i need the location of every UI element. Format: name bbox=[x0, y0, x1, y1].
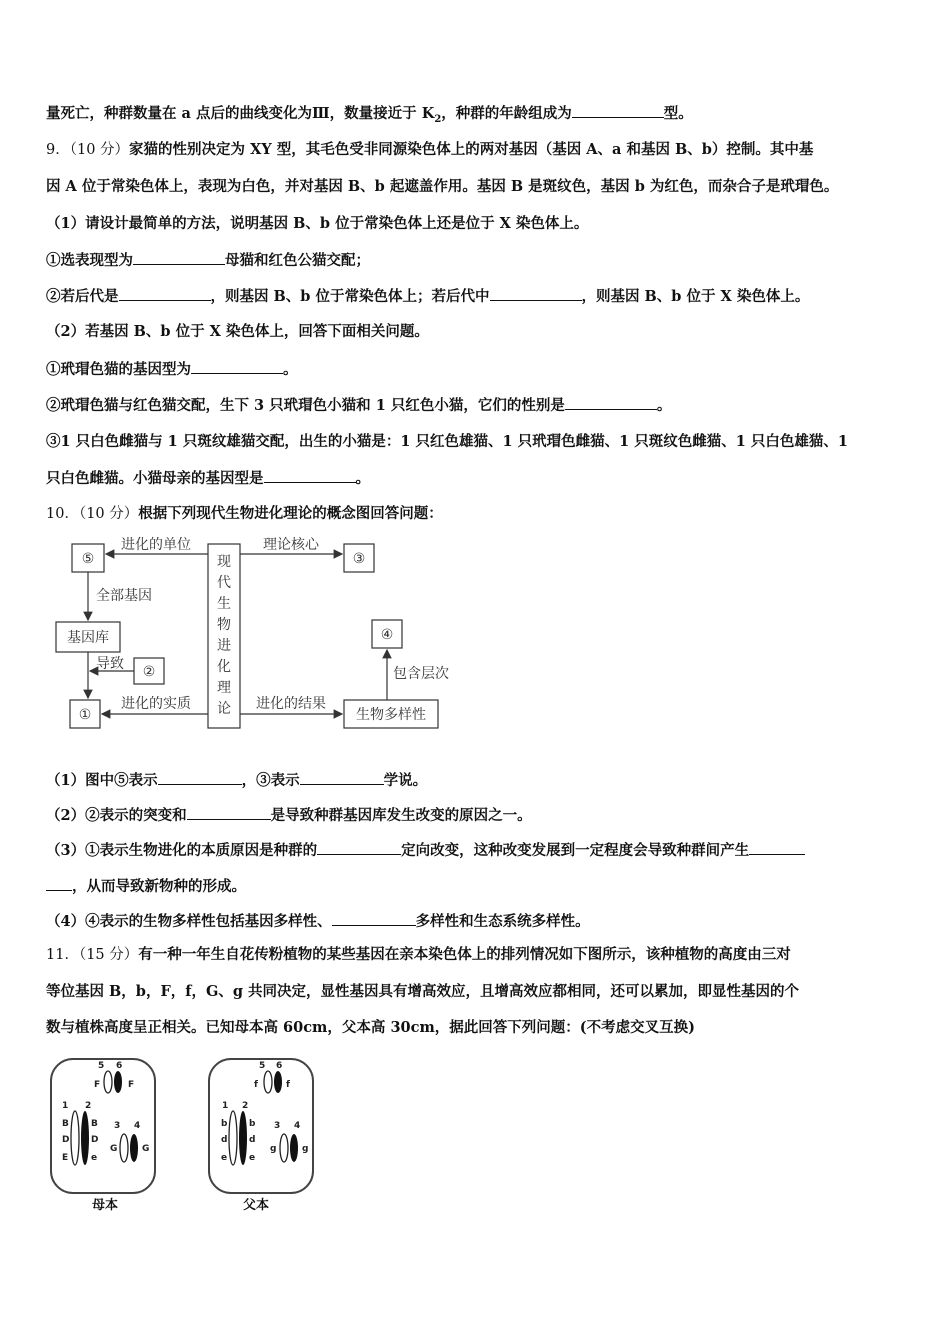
center-char: 理 bbox=[217, 680, 231, 696]
mother-chromosome-figure bbox=[48, 1056, 160, 1212]
gene-label: d bbox=[221, 1135, 228, 1145]
chromosome-number: 1 bbox=[62, 1101, 69, 1111]
gene-pool-label: 基因库 bbox=[67, 630, 109, 646]
text-line: 等位基因 B，b，F，f，G、g 共同决定，显性基因具有增高效应，且增高效应都相同，还可以累加，即显性基因的个 bbox=[46, 983, 800, 1000]
answer-blank[interactable] bbox=[565, 395, 657, 410]
box-5-label: ⑤ bbox=[81, 551, 95, 567]
gene-label: b bbox=[221, 1119, 228, 1129]
text-line: 量死亡，种群数量在 a 点后的曲线变化为Ⅲ，数量接近于 $K_2$，种群的年龄组成为 型。 bbox=[46, 105, 693, 125]
gene-label: F bbox=[94, 1080, 101, 1090]
text-line: （1）图中⑤表示 ，③表示 学说。 bbox=[46, 772, 428, 789]
box-1-label: ① bbox=[78, 707, 92, 723]
gene-label: g bbox=[302, 1144, 309, 1154]
gene-label: G bbox=[110, 1144, 118, 1154]
answer-blank[interactable] bbox=[133, 250, 225, 265]
question-11-heading: 11．（15 分）有一种一年生自花传粉植物的某些基因在亲本染色体上的排列情况如下图所示，该种植物的高度由三对 bbox=[46, 946, 791, 963]
gene-label: e bbox=[91, 1153, 98, 1163]
center-char: 物 bbox=[217, 617, 231, 633]
chromosome-number: 2 bbox=[85, 1101, 92, 1111]
answer-blank[interactable] bbox=[300, 770, 384, 785]
answer-blank[interactable] bbox=[332, 911, 416, 926]
core-label: 理论核心 bbox=[263, 537, 319, 553]
gene-label: B bbox=[62, 1119, 69, 1129]
unit-label: 进化的单位 bbox=[121, 537, 191, 553]
gene-label: e bbox=[221, 1153, 228, 1163]
concept-diagram bbox=[52, 534, 472, 740]
chromosome-number: 4 bbox=[134, 1121, 141, 1131]
text-line: ③1 只白色雌猫与 1 只斑纹雄猫交配，出生的小猫是：1 只红色雄猫、1 只玳瑁色雌猫、1 只斑纹色雌猫、1 只白色雄猫、1 bbox=[46, 433, 848, 450]
text-line: ，从而导致新物种的形成。 bbox=[46, 876, 904, 897]
chromosome-number: 5 bbox=[259, 1061, 266, 1071]
answer-blank[interactable] bbox=[158, 770, 242, 785]
gene-label: F bbox=[128, 1080, 135, 1090]
text-line: （4）④表示的生物多样性包括基因多样性、 多样性和生态系统多样性。 bbox=[46, 913, 590, 930]
center-char: 论 bbox=[217, 701, 231, 717]
answer-blank[interactable] bbox=[191, 359, 283, 374]
chromosome-number: 3 bbox=[274, 1121, 281, 1131]
box-4-label: ④ bbox=[380, 627, 394, 643]
gene-label: G bbox=[142, 1144, 150, 1154]
chromosome-number: 1 bbox=[222, 1101, 229, 1111]
question-10-heading: 10．（10 分）根据下列现代生物进化理论的概念图回答问题： bbox=[46, 505, 443, 522]
answer-blank[interactable] bbox=[46, 876, 72, 891]
father-chromosome-figure bbox=[206, 1056, 318, 1212]
cause-label: 导致 bbox=[96, 656, 124, 672]
gene-label: f bbox=[286, 1080, 290, 1090]
chromosome-number: 5 bbox=[98, 1061, 105, 1071]
gene-label: d bbox=[249, 1135, 256, 1145]
text-line: ②若后代是 ，则基因 B、b 位于常染色体上；若后代中 ，则基因 B、b 位于 X 染色体上。 bbox=[46, 288, 810, 305]
question-9-heading: 9．（10 分）家猫的性别决定为 XY 型，其毛色受非同源染色体上的两对基因（基因 A、a 和基因 B、b）控制。其中基 bbox=[46, 141, 814, 158]
answer-blank[interactable] bbox=[749, 840, 805, 855]
center-char: 化 bbox=[217, 659, 231, 675]
chromosome-number: 6 bbox=[276, 1061, 283, 1071]
result-label: 进化的结果 bbox=[256, 696, 326, 712]
answer-blank[interactable] bbox=[187, 805, 271, 820]
gene-label: D bbox=[62, 1135, 70, 1145]
center-char: 现 bbox=[217, 554, 231, 570]
gene-label: e bbox=[249, 1153, 256, 1163]
box-3-label: ③ bbox=[352, 551, 366, 567]
text-line: 只白色雌猫。小猫母亲的基因型是 。 bbox=[46, 470, 370, 487]
gene-label: B bbox=[91, 1119, 98, 1129]
biodiversity-label: 生物多样性 bbox=[356, 707, 426, 723]
gene-label: b bbox=[249, 1119, 256, 1129]
text-line: ①选表现型为 母猫和红色公猫交配； bbox=[46, 252, 370, 269]
answer-blank[interactable] bbox=[572, 103, 664, 118]
text-line: （2）②表示的突变和 是导致种群基因库发生改变的原因之一。 bbox=[46, 807, 532, 824]
text-line: （2）若基因 B、b 位于 X 染色体上，回答下面相关问题。 bbox=[46, 323, 429, 340]
gene-label: f bbox=[254, 1080, 258, 1090]
center-char: 生 bbox=[217, 596, 231, 612]
chromosome-number: 6 bbox=[116, 1061, 123, 1071]
text-line: （1）请设计最简单的方法，说明基因 B、b 位于常染色体上还是位于 X 染色体上。 bbox=[46, 215, 589, 232]
levels-label: 包含层次 bbox=[393, 666, 449, 682]
father-label: 父本 bbox=[242, 1198, 270, 1212]
text-line: ②玳瑁色猫与红色猫交配，生下 3 只玳瑁色小猫和 1 只红色小猫，它们的性别是 。 bbox=[46, 397, 672, 414]
chromosome-number: 2 bbox=[242, 1101, 249, 1111]
chromosome-number: 4 bbox=[294, 1121, 301, 1131]
text-line: 因 A 位于常染色体上，表现为白色，并对基因 B、b 起遮盖作用。基因 B 是斑纹色，基因 b 为红色，而杂合子是玳瑁色。 bbox=[46, 178, 839, 195]
text-line: （3）①表示生物进化的本质原因是种群的 定向改变，这种改变发展到一定程度会导致种群间产生 bbox=[46, 840, 904, 861]
gene-label: g bbox=[270, 1144, 277, 1154]
essence-label: 进化的实质 bbox=[121, 696, 191, 712]
text-line: ①玳瑁色猫的基因型为 。 bbox=[46, 361, 298, 378]
answer-blank[interactable] bbox=[317, 840, 401, 855]
answer-blank[interactable] bbox=[490, 286, 582, 301]
center-char: 进 bbox=[217, 638, 231, 654]
box-2-label: ② bbox=[142, 664, 156, 680]
gene-label: D bbox=[91, 1135, 99, 1145]
answer-blank[interactable] bbox=[119, 286, 211, 301]
answer-blank[interactable] bbox=[264, 468, 356, 483]
gene-label: E bbox=[62, 1153, 69, 1163]
center-char: 代 bbox=[217, 575, 231, 591]
all-genes-label: 全部基因 bbox=[96, 588, 152, 604]
mother-label: 母本 bbox=[91, 1198, 119, 1212]
chromosome-number: 3 bbox=[114, 1121, 121, 1131]
text-line: 数与植株高度呈正相关。已知母本高 60cm，父本高 30cm，据此回答下列问题：(不考虑交叉互换) bbox=[46, 1019, 696, 1036]
